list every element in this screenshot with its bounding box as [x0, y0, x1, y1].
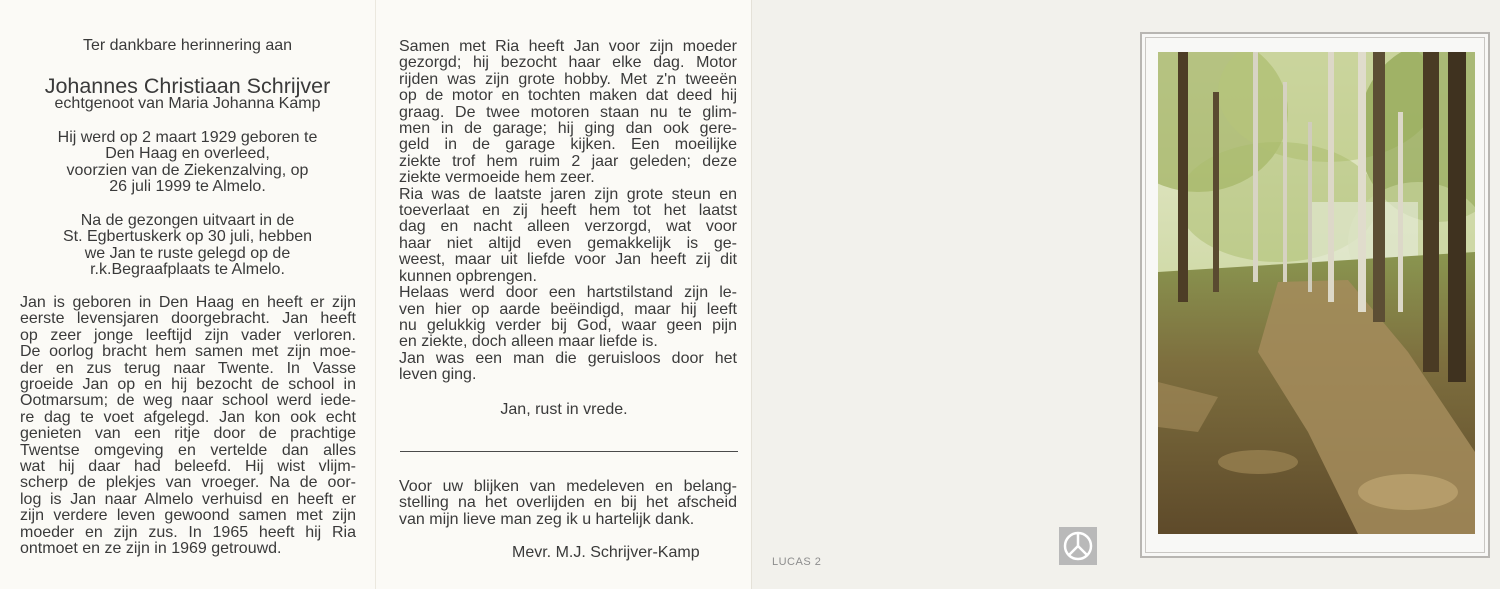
dedication-text: Ter dankbare herinnering aan	[82, 37, 293, 54]
text-line: we Jan te ruste gelegd op de	[84, 244, 291, 262]
farewell	[376, 402, 752, 418]
forest-path-photo	[1158, 52, 1475, 534]
text-line: Hij werd op 2 maart 1929 geboren te	[57, 129, 318, 146]
text-line: van mijn lieve man zeg ik u hartelijk dank.	[399, 510, 695, 528]
text-line: ven hier op aarde beëindigd, maar hij leeft	[399, 300, 737, 318]
text-line: der en zus terug naar Twente. In Vasse	[20, 359, 356, 377]
text-line: ziekte vermoeide hem zeer.	[399, 169, 595, 187]
text-line: scherp de plekjes van vroeger. Na de oor-	[20, 474, 356, 492]
text-line: re dag te voet afgelegd. Jan kon ook echt	[20, 408, 356, 426]
text-line: nu gelukkig verder bij God, waar geen pijn	[399, 316, 737, 334]
publisher-logo-icon	[1059, 527, 1097, 565]
text-line: Den Haag en overleed,	[105, 145, 270, 163]
text-line: op de motor en tochten maken dat deed hij	[399, 87, 737, 105]
deceased-name-text: Johannes Christiaan Schrijver	[44, 74, 331, 98]
signature-text: Mevr. M.J. Schrijver-Kamp	[512, 544, 700, 561]
text-line: log is Jan naar Almelo verhuisd en heeft er	[20, 490, 356, 508]
text-line: gezorgd; hij bezocht haar elke dag. Motor	[399, 54, 737, 72]
spouse-text: echtgenoot van Maria Johanna Kamp	[54, 95, 321, 112]
text-line: wat hij daar had beleefd. Hij wist vlijm-	[20, 458, 356, 476]
text-line: Ria was de laatste jaren zijn grote steun en	[399, 185, 737, 203]
text-line: Voor uw blijken van medeleven en belang-	[399, 478, 737, 495]
text-line: eerste levensjaren doorgebracht. Jan heeft	[20, 310, 356, 328]
text-line: Helaas werd door een hartstilstand zijn le-	[399, 284, 737, 302]
biography-middle	[399, 39, 737, 384]
text-line: weest, maar uit liefde voor Jan heeft zij dit	[399, 251, 737, 269]
text-line: dag en nacht alleen verzorgd, wat voor	[399, 218, 737, 236]
card-label: LUCAS 2	[772, 556, 822, 568]
signature	[512, 545, 700, 561]
text-line: leven ging.	[399, 366, 477, 384]
text-line: geld in de garage kijken. Een moeilijke	[399, 136, 737, 154]
text-line: De oorlog bracht hem samen met zijn moe-	[20, 343, 356, 361]
text-line: genieten van een ritje door de prachtige	[20, 425, 356, 443]
text-line: ziekte trof hem ruim 2 jaar geleden; deze	[399, 152, 737, 170]
middle-panel	[375, 0, 752, 589]
text-line: graag. De twee motoren staan nu te glim-	[399, 103, 737, 121]
text-line: en ziekte, doch alleen maar liefde is.	[399, 333, 658, 351]
text-line: toeverlaat en zij heeft hem tot het laatst	[399, 202, 737, 220]
dedication	[0, 38, 375, 54]
text-line: zijn verdere leven gewoond samen met zijn	[20, 507, 356, 525]
birth-death-paragraph	[0, 130, 375, 196]
text-line: Twentse omgeving en vertelde dan alles	[20, 441, 356, 459]
text-line: kunnen opbrengen.	[399, 267, 537, 285]
text-line: moeder en zijn zus. In 1965 heeft hij Ria	[20, 523, 356, 541]
funeral-paragraph	[0, 213, 375, 279]
text-line: voorzien van de Ziekenzalving, op	[66, 161, 309, 179]
text-line: stelling na het overlijden en bij het afscheid	[399, 494, 737, 512]
text-line: groeide Jan op en hij bezocht de school in	[20, 376, 356, 394]
divider	[400, 451, 738, 452]
text-line: St. Egbertuskerk op 30 juli, hebben	[62, 228, 313, 246]
text-line: Jan is geboren in Den Haag en heeft er zijn	[20, 294, 356, 311]
text-line: r.k.Begraafplaats te Almelo.	[90, 261, 285, 279]
text-line: Jan was een man die geruisloos door het	[399, 349, 737, 367]
text-line: op zeer jonge leeftijd zijn vader verloren.	[20, 326, 356, 344]
text-line: Na de gezongen uitvaart in de	[80, 212, 295, 229]
text-line: Ootmarsum; de weg naar school werd iede-	[20, 392, 356, 410]
spouse-line	[0, 96, 375, 112]
thanks-paragraph	[399, 479, 737, 528]
text-line: 26 juli 1999 te Almelo.	[109, 178, 266, 196]
text-line: men in de garage; hij ging dan ook gere-	[399, 120, 737, 138]
text-line: rijden was zijn grote hobby. Met z'n tweeën	[399, 70, 737, 88]
biography-left	[20, 295, 356, 558]
text-line: ontmoet en ze zijn in 1969 getrouwd.	[20, 540, 282, 558]
text-line: Samen met Ria heeft Jan voor zijn moeder	[399, 38, 737, 55]
farewell-text: Jan, rust in vrede.	[500, 401, 628, 418]
text-line: haar niet altijd even gemakkelijk is ge-	[399, 234, 737, 252]
